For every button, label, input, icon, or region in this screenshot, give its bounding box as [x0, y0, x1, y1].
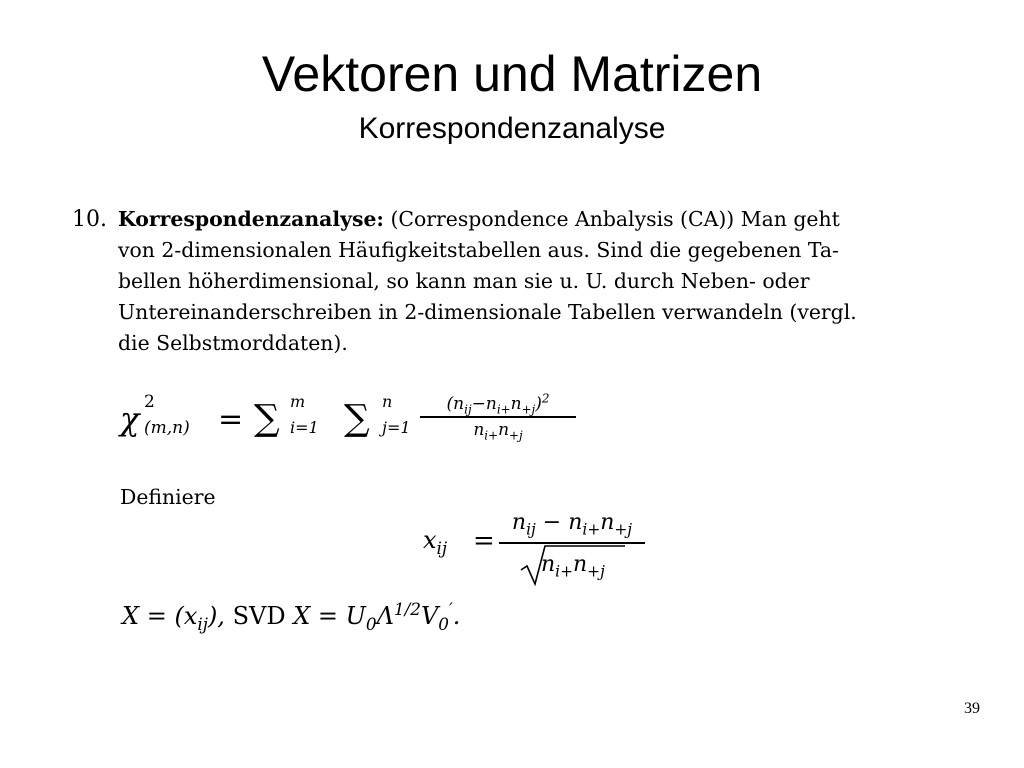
bold-lead: Korrespondenzanalyse: — [118, 207, 384, 231]
chi-fraction — [420, 391, 576, 442]
sum2-upper-limit: n — [382, 392, 393, 411]
xij-lhs: $x_{ij}$ — [423, 526, 448, 558]
paragraph-line-5: die Selbstmorddaten). — [118, 331, 348, 355]
paragraph-line-4: Untereinanderschreiben in 2-dimensionale Tabellen verwandeln (vergl. — [118, 300, 857, 324]
slide-subtitle: Korrespondenzanalyse — [358, 112, 666, 145]
item-number: 10. — [72, 207, 107, 232]
sum2-lower-limit: j=1 — [382, 418, 411, 437]
paragraph-line-2: von 2-dimensionalen Häufigkeitstabellen aus. Sind die gegebenen Ta- — [118, 238, 839, 262]
sum-sign-1: ∑ — [254, 398, 280, 439]
sum1-upper-limit: m — [290, 392, 306, 411]
sum-sign-2: ∑ — [344, 398, 370, 439]
chi-equals: = — [218, 402, 244, 437]
xij-formula — [423, 506, 663, 590]
slide-number: 39 — [964, 700, 980, 717]
svd-formula: $X = (x_{ij})$, SVD $X = U_0\Lambda^{1/2}V_0'$. — [122, 599, 461, 634]
chi-symbol: χ — [120, 400, 140, 438]
sum1-lower-limit: i=1 — [290, 418, 319, 437]
paragraph-ca-description — [118, 204, 922, 359]
chi-denominator: $n_{i+}n_{+j}$ — [473, 419, 523, 442]
chi-superscript: 2 — [144, 392, 155, 412]
slide-title: Vektoren und Matrizen — [261, 46, 763, 102]
definiere-label: Definiere — [120, 485, 216, 509]
xij-denominator: $n_{i+}n_{+j}$ — [541, 552, 605, 581]
chi-subscript: (m,n) — [144, 418, 190, 438]
xij-equals: = — [473, 526, 495, 556]
xij-numerator: $n_{ij} - n_{i+}n_{+j}$ — [511, 510, 633, 539]
chi-numerator: $(n_{ij}-n_{i+}n_{+j})^2$ — [446, 391, 550, 417]
paragraph-line-3: bellen höherdimensional, so kann man sie u. U. durch Neben- oder — [118, 269, 810, 293]
paragraph-line-1: (Correspondence Anbalysis (CA)) Man geht — [383, 207, 840, 231]
